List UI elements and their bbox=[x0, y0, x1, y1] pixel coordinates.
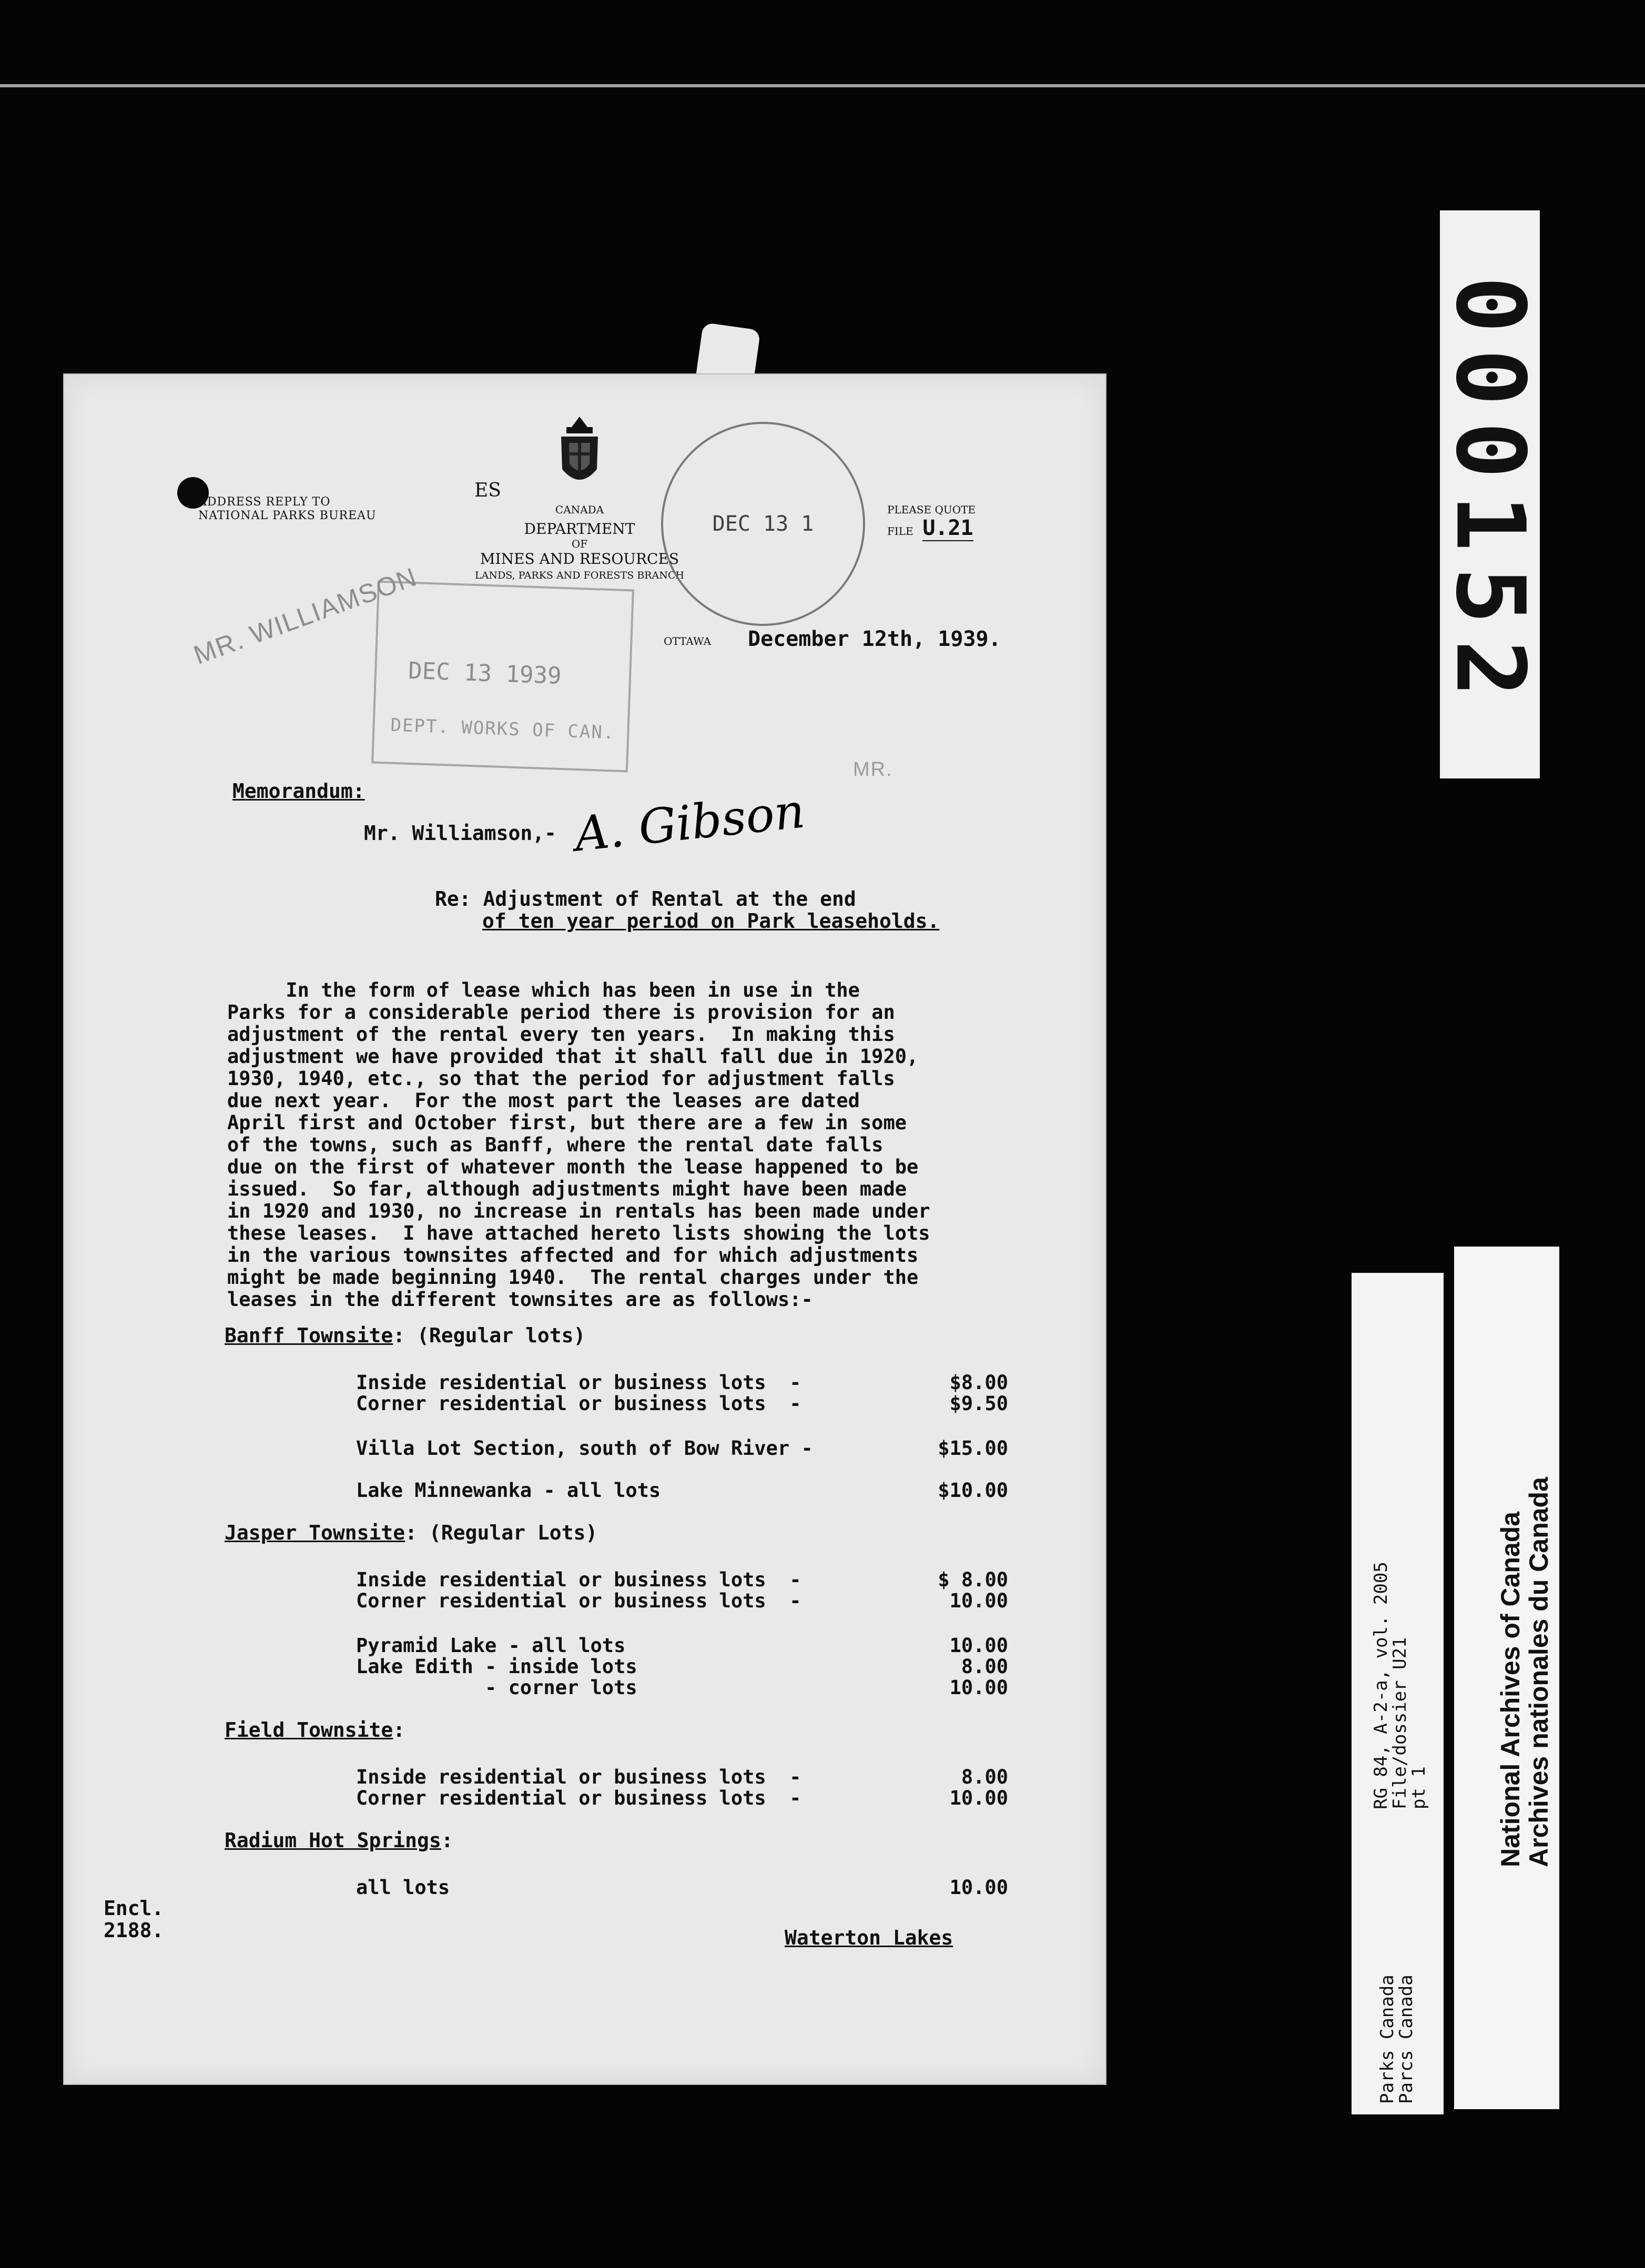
archive-ref-line-1: RG 84, A-2-a, vol. 2005 bbox=[1370, 1562, 1392, 1809]
address-reply bbox=[198, 495, 377, 523]
rate-row bbox=[356, 1655, 1008, 1678]
rate-value: $15.00 bbox=[938, 1437, 1008, 1460]
continued-heading: Waterton Lakes bbox=[785, 1926, 953, 1949]
field-suffix: : bbox=[393, 1718, 405, 1742]
frame-number-label bbox=[1435, 210, 1545, 778]
rate-row bbox=[356, 1676, 1008, 1699]
jasper-suffix: : (Regular Lots) bbox=[405, 1521, 598, 1544]
film-edge-line bbox=[0, 84, 1645, 87]
letterhead-ministry: MINES AND RESOURCES bbox=[480, 550, 679, 568]
file-number: U.21 bbox=[922, 516, 973, 540]
section-radium bbox=[225, 1829, 453, 1852]
williamson-stamp: MR. WILLIAMSON bbox=[189, 562, 421, 670]
rate-value: $9.50 bbox=[949, 1392, 1008, 1415]
rate-label: Inside residential or business lots - bbox=[356, 1568, 801, 1591]
rate-label: Inside residential or business lots - bbox=[356, 1371, 801, 1394]
signature: A. Gibson bbox=[572, 783, 808, 863]
subject-line-1: Re: Adjustment of Rental at the end bbox=[435, 887, 856, 910]
archive-reference-label bbox=[1352, 1273, 1444, 2114]
addressee: Mr. Williamson,- bbox=[364, 822, 557, 845]
letterhead-of: OF bbox=[571, 538, 588, 550]
field-title: Field Townsite bbox=[225, 1718, 393, 1742]
rate-label: Lake Minnewanka - all lots bbox=[356, 1479, 661, 1502]
rect-stamp-org: DEPT. WORKS OF CAN. bbox=[390, 714, 616, 744]
radium-suffix: : bbox=[441, 1829, 453, 1852]
frame-number: 000152 bbox=[1435, 276, 1545, 713]
rate-row bbox=[356, 1634, 1008, 1657]
enclosure-note bbox=[104, 1897, 164, 1941]
archive-ref bbox=[1372, 1562, 1428, 1809]
es-mark: ES bbox=[474, 480, 501, 501]
rate-value: 10.00 bbox=[949, 1589, 1008, 1612]
rate-label: Lake Edith - inside lots bbox=[356, 1655, 637, 1678]
rate-value: 8.00 bbox=[961, 1655, 1008, 1678]
archive-ref-line-3: pt 1 bbox=[1408, 1766, 1429, 1809]
agency-fr: Parcs Canada bbox=[1396, 1975, 1417, 2104]
letterhead-department: DEPARTMENT bbox=[524, 520, 635, 538]
national-archives bbox=[1496, 1477, 1553, 1867]
rate-row bbox=[356, 1479, 1008, 1502]
section-jasper bbox=[225, 1521, 597, 1544]
banff-suffix: : (Regular lots) bbox=[393, 1324, 586, 1347]
file-reference bbox=[887, 503, 976, 540]
encl-label: Encl. bbox=[104, 1897, 164, 1920]
address-reply-line-2: NATIONAL PARKS BUREAU bbox=[198, 509, 377, 522]
encl-number: 2188. bbox=[104, 1919, 164, 1942]
rate-value: $10.00 bbox=[938, 1479, 1008, 1502]
rate-value: 8.00 bbox=[961, 1766, 1008, 1788]
agency-en: Parks Canada bbox=[1377, 1975, 1398, 2104]
letterhead-country: CANADA bbox=[555, 503, 604, 516]
section-banff bbox=[225, 1324, 585, 1347]
rate-value: 10.00 bbox=[949, 1634, 1008, 1657]
letterhead bbox=[474, 503, 685, 581]
jasper-title: Jasper Townsite bbox=[225, 1521, 405, 1544]
rate-row bbox=[356, 1766, 1008, 1788]
letterhead-branch: LANDS, PARKS AND FORESTS BRANCH bbox=[475, 570, 684, 581]
national-archives-label bbox=[1454, 1247, 1559, 2109]
memo-date: December 12th, 1939. bbox=[748, 627, 1001, 651]
rate-label: Corner residential or business lots - bbox=[356, 1787, 801, 1809]
rate-label: Villa Lot Section, south of Bow River - bbox=[356, 1437, 813, 1460]
memo-heading: Memorandum: bbox=[232, 779, 365, 803]
rate-row bbox=[356, 1787, 1008, 1809]
subject-line-2: of ten year period on Park leaseholds. bbox=[482, 909, 940, 933]
place: OTTAWA bbox=[664, 635, 711, 647]
memo-body: In the form of lease which has been in use in the Parks for a considerable period there is provision for an adjustment of the rental every ten years. In making this adjustment we have provided that it shall fall due in 1920, 1930, 1940, etc., so that the period for adjustment falls due next year. For the most part the leases are dated April first and October first, but there are a few in some of the towns, such as Banff, where the rental date falls due on the first of whatever month the lease happened to be issued. So far, although adjustments might have been made in 1920 and 1930, no increase in rentals has been made under these leases. I have attached hereto lists showing the lots in the various townsites affected and for which adjustments might be made beginning 1940. The rental charges under the leases in the different townsites are as follows:- bbox=[227, 979, 930, 1311]
please-quote-label: PLEASE QUOTE bbox=[887, 503, 976, 516]
round-stamp-date: DEC 13 1 bbox=[712, 512, 814, 536]
memo-page bbox=[63, 373, 1106, 2085]
rate-value: $8.00 bbox=[949, 1371, 1008, 1394]
rate-label: Inside residential or business lots - bbox=[356, 1766, 801, 1788]
address-reply-line-1: ADDRESS REPLY TO bbox=[198, 495, 331, 509]
rate-row bbox=[356, 1589, 1008, 1612]
rate-label: Corner residential or business lots - bbox=[356, 1589, 801, 1612]
rate-value: 10.00 bbox=[949, 1876, 1008, 1899]
rate-value: 10.00 bbox=[949, 1787, 1008, 1809]
coat-of-arms-icon bbox=[551, 411, 608, 495]
received-stamp-rect bbox=[371, 581, 634, 773]
rate-row bbox=[356, 1392, 1008, 1415]
rate-row bbox=[356, 1371, 1008, 1394]
archive-ref-line-2: File/dossier U21 bbox=[1389, 1637, 1410, 1809]
nac-fr: Archives nationales du Canada bbox=[1524, 1477, 1553, 1867]
rate-value: 10.00 bbox=[949, 1676, 1008, 1699]
rate-row bbox=[356, 1876, 1008, 1899]
rate-label: Pyramid Lake - all lots bbox=[356, 1634, 626, 1657]
rate-label: all lots bbox=[356, 1876, 450, 1899]
rate-label: Corner residential or business lots - bbox=[356, 1392, 801, 1415]
rate-value: $ 8.00 bbox=[938, 1568, 1008, 1591]
rect-stamp-date: DEC 13 1939 bbox=[408, 657, 562, 690]
banff-title: Banff Townsite bbox=[225, 1324, 393, 1347]
nac-en: National Archives of Canada bbox=[1496, 1511, 1525, 1867]
file-label: FILE bbox=[887, 525, 913, 538]
received-stamp-round bbox=[661, 422, 865, 626]
rate-label: - corner lots bbox=[356, 1676, 637, 1699]
mr-stamp: MR. bbox=[853, 758, 893, 781]
rate-row bbox=[356, 1437, 1008, 1460]
agency bbox=[1378, 1975, 1416, 2104]
rate-row bbox=[356, 1568, 1008, 1591]
section-field bbox=[225, 1718, 405, 1742]
radium-title: Radium Hot Springs bbox=[225, 1829, 441, 1852]
